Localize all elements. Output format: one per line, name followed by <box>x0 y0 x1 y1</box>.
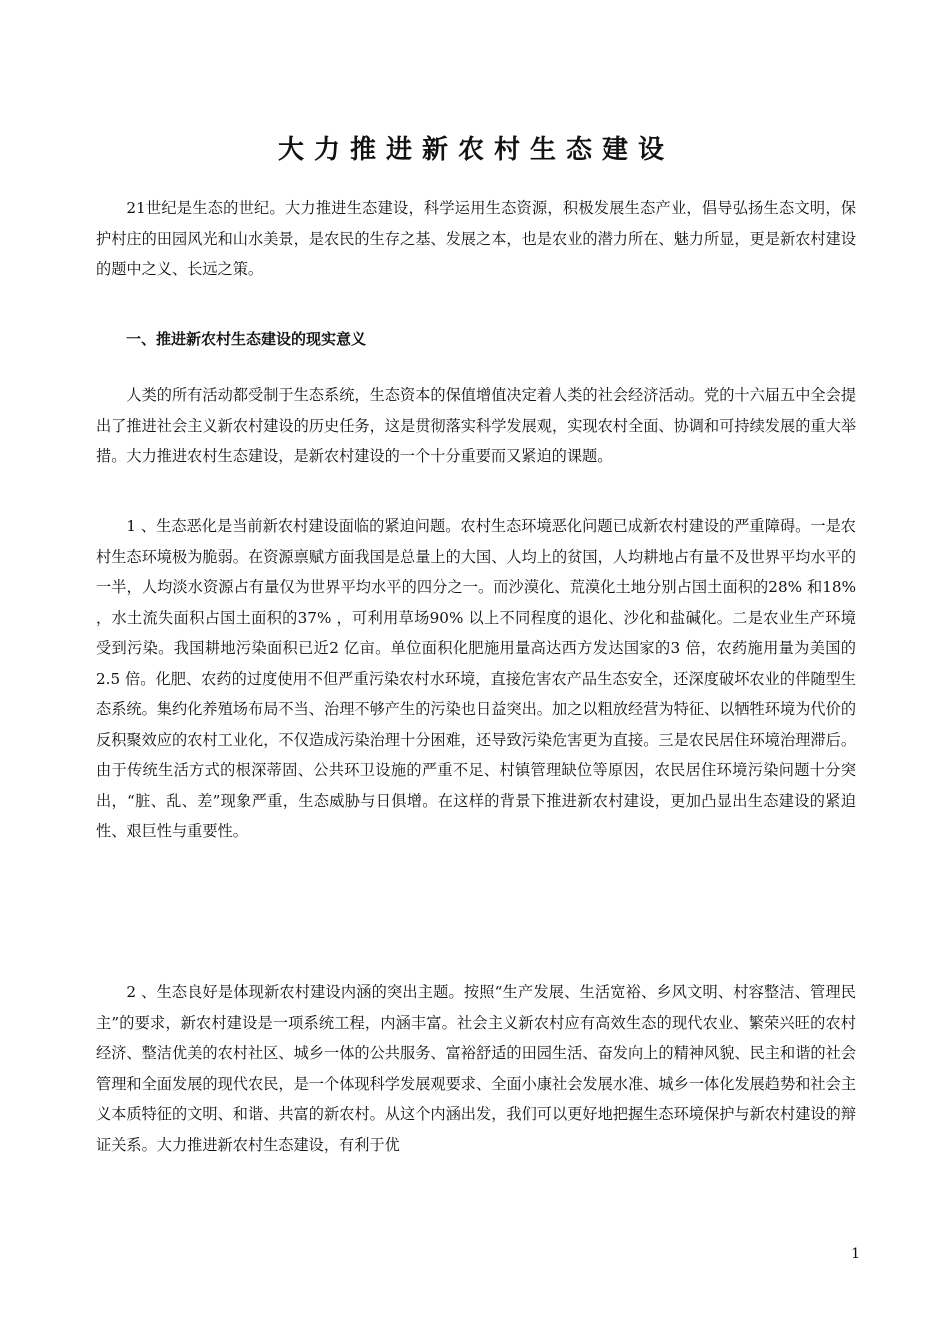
page-number: 1 <box>851 1246 860 1262</box>
section-paragraph: 人类的所有活动都受制于生态系统，生态资本的保值增值决定着人类的社会经济活动。党的十六届五中全会提出了推进社会主义新农村建设的历史任务，这是贯彻落实科学发展观，实现农村全面、协调和可持续发展的重大举措。大力推进农村生态建设，是新农村建设的一个十分重要而又紧迫的课题。 <box>96 386 856 465</box>
document-page <box>96 0 856 1344</box>
point-2-paragraph: 2 、生态良好是体现新农村建设内涵的突出主题。按照“生产发展、生活宽裕、乡风文明、村容整洁、管理民主”的要求，新农村建设是一项系统工程，内涵丰富。社会主义新农村应有高效生态的现代农业、繁荣兴旺的农村经济、整洁优美的农村社区、城乡一体的公共服务、富裕舒适的田园生活、奋发向上的精神风貌、民主和谐的社会管理和全面发展的现代农民，是一个体现科学发展观要求、全面小康社会发展水准、城乡一体化发展趋势和社会主义本质特征的文明、和谐、共富的新农村。从这个内涵出发，我们可以更好地把握生态环境保护与新农村建设的辩证关系。大力推进新农村生态建设，有利于优 <box>96 983 856 1154</box>
point-1-paragraph: 1 、生态恶化是当前新农村建设面临的紧迫问题。农村生态环境恶化问题已成新农村建设的严重障碍。一是农村生态环境极为脆弱。在资源禀赋方面我国是总量上的大国、人均上的贫国，人均耕地占有量不及世界平均水平的一半，人均淡水资源占有量仅为世界平均水平的四分之一。而沙漠化、荒漠化土地分别占国土面积的28% 和18% ，水土流失面积占国土面积的37% ，可利用草场90% 以上不同程度的退化、沙化和盐碱化。二是农业生产环境受到污染。我国耕地污染面积已近2 亿亩。单位面积化肥施用量高达西方发达国家的3 倍，农药施用量为美国的2.5 倍。化肥、农药的过度使用不但严重污染农村水环境，直接危害农产品生态安全，还深度破坏农业的伴随型生态系统。集约化养殖场布局不当、治理不够产生的污染也日益突出。加之以粗放经营为特征、以牺牲环境为代价的反积聚效应的农村工业化，不仅造成污染治理十分困难，还导致污染危害更为直接。三是农民居住环境治理滞后。由于传统生活方式的根深蒂固、公共环卫设施的严重不足、村镇管理缺位等原因，农民居住环境污染问题十分突出，“脏、乱、差”现象严重，生态威胁与日俱增。在这样的背景下推进新农村建设，更加凸显出生态建设的紧迫性、艰巨性与重要性。 <box>96 517 856 840</box>
document-title: 大力推进新农村生态建设 <box>277 135 674 165</box>
section-heading: 一、推进新农村生态建设的现实意义 <box>126 330 367 348</box>
intro-paragraph: 21世纪是生态的世纪。大力推进生态建设，科学运用生态资源，积极发展生态产业，倡导弘扬生态文明，保护村庄的田园风光和山水美景，是农民的生存之基、发展之本，也是农业的潜力所在、魅力所显，更是新农村建设的题中之义、长远之策。 <box>96 199 856 278</box>
